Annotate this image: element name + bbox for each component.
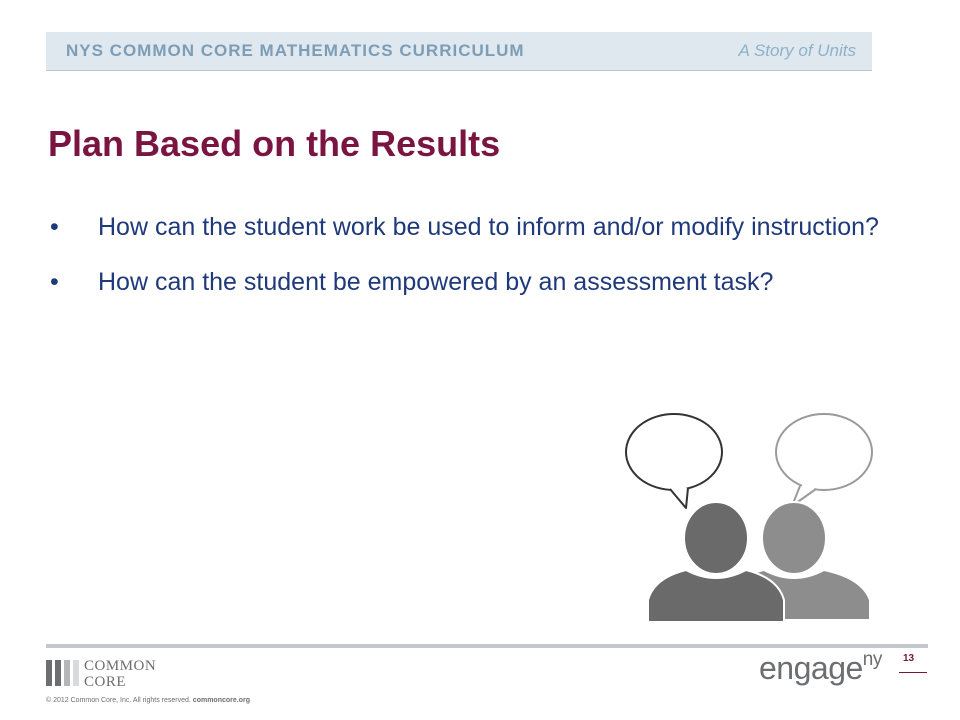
common-core-logo-icon xyxy=(46,660,80,686)
engageny-logo xyxy=(759,650,882,687)
speech-bubble-right xyxy=(776,414,872,506)
footer-divider xyxy=(46,644,928,648)
common-core-logo-text xyxy=(84,658,156,690)
bullet-item xyxy=(50,265,900,300)
two-people-speech-bubbles-icon xyxy=(618,410,882,624)
story-subtitle: A Story of Units xyxy=(738,41,856,60)
page-number: 13 xyxy=(903,653,915,664)
speech-bubble-left xyxy=(626,414,722,508)
ny-wordmark: ny xyxy=(862,649,882,670)
bullet-marker: • xyxy=(50,213,59,241)
copyright-text: © 2012 Common Core, Inc. All rights reserved. xyxy=(46,697,191,704)
copyright-link[interactable]: commoncore.org xyxy=(192,697,250,704)
bullet-marker: • xyxy=(50,268,59,296)
logo-line-1: COMMON xyxy=(84,658,157,674)
person-front xyxy=(648,502,784,622)
bullet-text: How can the student work be used to inform and/or modify instruction? xyxy=(98,213,879,241)
copyright-notice xyxy=(46,697,250,704)
bullet-list xyxy=(50,210,900,320)
logo-line-2: CORE xyxy=(84,674,127,690)
bullet-text: How can the student be empowered by an assessment task? xyxy=(98,268,774,296)
bullet-item xyxy=(50,210,900,245)
slide-title: Plan Based on the Results xyxy=(48,123,501,164)
curriculum-title: NYS COMMON CORE MATHEMATICS CURRICULUM xyxy=(66,41,525,60)
header-band xyxy=(46,32,872,71)
page-number-underline xyxy=(899,672,927,673)
engage-wordmark: engage xyxy=(759,650,863,686)
